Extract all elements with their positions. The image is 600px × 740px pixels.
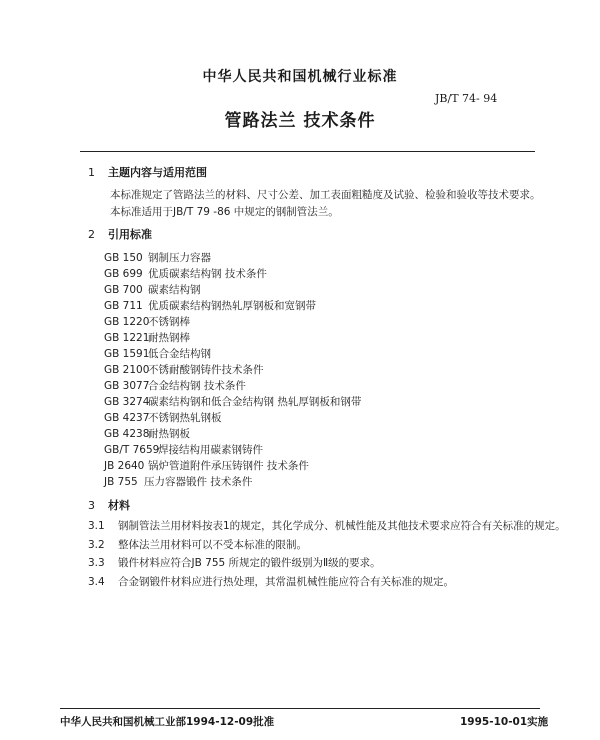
section-1-number: 1: [88, 166, 95, 179]
standard-code: JB 2640: [104, 460, 145, 472]
standard-code: GB 2100: [104, 364, 150, 376]
standard-item: [104, 378, 246, 393]
section-1-paragraph: 本标准规定了管路法兰的材料、尺寸公差、加工表面粗糙度及试验、检验和验收等技术要求。: [110, 189, 541, 201]
section-1-heading: [88, 164, 207, 180]
standard-item: [104, 282, 201, 297]
standard-name: 不锈耐酸钢铸件技术条件: [148, 364, 264, 376]
clause-number: 3.3: [88, 557, 105, 569]
standard-name: 碳素结构钢: [148, 284, 201, 296]
standard-name: 不锈钢热轧钢板: [148, 412, 222, 424]
material-clause: [88, 537, 307, 552]
footer-divider: [60, 708, 540, 709]
standard-name: 优质碳素结构钢热轧厚钢板和宽钢带: [148, 300, 316, 312]
clause-number: 3.2: [88, 539, 105, 551]
material-clause: [88, 574, 454, 589]
standard-code: GB 3274: [104, 396, 150, 408]
section-2-heading: [88, 226, 152, 242]
standard-item: [104, 250, 211, 265]
standard-name: 锅炉管道附件承压铸钢件 技术条件: [148, 460, 309, 472]
standard-name: 钢制压力容器: [148, 252, 211, 264]
standard-code: GB 150: [104, 252, 143, 264]
standard-code: GB 711: [104, 300, 143, 312]
standard-code: GB 4238: [104, 428, 150, 440]
standard-code: GB 700: [104, 284, 143, 296]
standard-code: GB 699: [104, 268, 143, 280]
standard-code: GB 1220: [104, 316, 150, 328]
material-clause: [88, 518, 566, 533]
standard-name: 焊接结构用碳素钢铸件: [158, 444, 263, 456]
section-1-title: 主题内容与适用范围: [108, 166, 207, 179]
implementation-date: 1995-10-01实施: [460, 716, 549, 728]
section-2-number: 2: [88, 228, 95, 241]
issuing-organization: 中华人民共和国机械行业标准: [202, 69, 398, 85]
standard-code: GB 1221: [104, 332, 150, 344]
header-divider: [80, 151, 535, 152]
approval-line: 中华人民共和国机械工业部1994-12-09批准: [60, 716, 275, 728]
clause-number: 3.4: [88, 576, 105, 588]
standard-code: GB 1591: [104, 348, 150, 360]
clause-text: 整体法兰用材料可以不受本标准的限制。: [118, 539, 307, 551]
standard-item: [104, 458, 309, 473]
standard-item: [104, 298, 316, 313]
standard-item: [104, 474, 252, 489]
standard-code: GB/T 7659: [104, 444, 160, 456]
standard-item: [104, 330, 190, 345]
standard-item: [104, 426, 190, 441]
section-3-number: 3: [88, 499, 95, 512]
clause-text: 钢制管法兰用材料按表1的规定，其化学成分、机械性能及其他技术要求应符合有关标准的规定。: [118, 520, 566, 532]
material-clause: [88, 555, 381, 570]
standard-code: JB/T 74- 94: [435, 92, 498, 105]
clause-text: 合金钢锻件材料应进行热处理，其常温机械性能应符合有关标准的规定。: [118, 576, 454, 588]
standard-name: 低合金结构钢: [148, 348, 211, 360]
standard-code: GB 3077: [104, 380, 150, 392]
standard-item: [104, 442, 263, 457]
document-title: 管路法兰 技术条件: [224, 111, 376, 131]
section-3-title: 材料: [108, 499, 130, 512]
standard-name: 合金结构钢 技术条件: [148, 380, 246, 392]
standard-name: 优质碳素结构钢 技术条件: [148, 268, 267, 280]
standard-name: 碳素结构钢和低合金结构钢 热轧厚钢板和钢带: [148, 396, 362, 408]
standard-item: [104, 362, 264, 377]
standard-name: 耐热钢棒: [148, 332, 190, 344]
standard-name: 压力容器锻件 技术条件: [144, 476, 253, 488]
standard-item: [104, 266, 267, 281]
standard-item: [104, 410, 222, 425]
standard-item: [104, 394, 361, 409]
standard-item: [104, 346, 211, 361]
section-2-title: 引用标准: [108, 228, 152, 241]
standard-code: JB 755: [104, 476, 138, 488]
clause-text: 锻件材料应符合JB 755 所规定的锻件级别为Ⅱ级的要求。: [118, 557, 381, 569]
clause-number: 3.1: [88, 520, 105, 532]
standard-code: GB 4237: [104, 412, 150, 424]
standard-item: [104, 314, 190, 329]
standard-name: 不锈钢棒: [148, 316, 190, 328]
standard-name: 耐热钢板: [148, 428, 190, 440]
section-1-paragraph: 本标准适用于JB/T 79 -86 中规定的钢制管法兰。: [110, 206, 339, 218]
section-3-heading: [88, 497, 130, 513]
